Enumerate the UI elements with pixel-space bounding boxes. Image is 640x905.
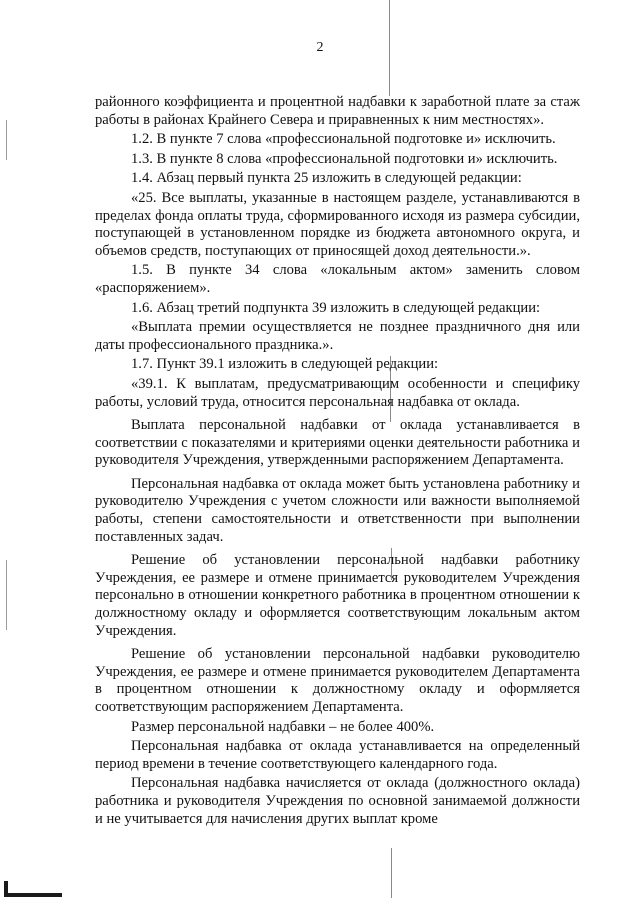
paragraph: 1.5. В пункте 34 слова «локальным актом» заменить словом «распоряжением».: [95, 262, 580, 296]
paragraph: «39.1. К выплатам, предусматривающим особенности и специфику работы, условий труда, относится персональная надбавка от оклада.: [95, 375, 580, 410]
paragraph: 1.3. В пункте 8 слова «профессиональной подготовки и» исключить.: [131, 150, 558, 167]
document-body: [95, 94, 580, 830]
paragraph: 1.7. Пункт 39.1 изложить в следующей редакции:: [131, 356, 439, 373]
paragraph: Персональная надбавка начисляется от оклада (должностного оклада) работника и руководителя Учреждения по основной занимаемой должности и не учитывается для начисления других выплат кроме: [95, 775, 580, 827]
page-number: 2: [316, 40, 324, 55]
paragraph: Решение об установлении персональной надбавки руководителю Учреждения, ее размере и отмене принимается руководителем Департамента в процентном отношении к должностному окладу и оформляется соответствующим распоряжением Департамента.: [95, 646, 580, 715]
scan-margin-mark: [6, 120, 7, 160]
paragraph: Размер персональной надбавки – не более 400%.: [131, 718, 435, 735]
paragraph: Выплата персональной надбавки от оклада устанавливается в соответствии с показателями и критериями оценки деятельности работника и руководителя Учреждения, утвержденными распоряжением Департамента.: [95, 417, 580, 469]
scan-margin-mark: [6, 560, 7, 630]
paragraph: Персональная надбавка от оклада устанавливается на определенный период времени в течение соответствующего календарного года.: [95, 738, 580, 772]
scan-corner-mark: [4, 889, 62, 897]
paragraph: Персональная надбавка от оклада может быть установлена работнику и руководителю Учреждения с учетом сложности или важности выполняемой работы, степени самостоятельности и ответственности при выполнении поставленных задач.: [95, 475, 580, 545]
paragraph: 1.2. В пункте 7 слова «профессиональной подготовке и» исключить.: [131, 131, 556, 148]
paragraph: 1.6. Абзац третий подпункта 39 изложить в следующей редакции:: [131, 299, 541, 316]
scan-fold-line-bottom: [391, 848, 392, 898]
paragraph: 1.4. Абзац первый пункта 25 изложить в следующей редакции:: [131, 170, 522, 187]
paragraph: Решение об установлении персональной надбавки работнику Учреждения, ее размере и отмене принимается руководителем Учреждения персонально в отношении конкретного работника в процентном отношении к должностному окладу и оформляется соответствующим локальным актом Учреждения.: [95, 552, 580, 639]
paragraph: «25. Все выплаты, указанные в настоящем разделе, устанавливаются в пределах фонда оплаты труда, сформированного исходя из размера субсидии, поступающей в установленном порядке из бюджета автономного округа, и объемов средств, поступающих от приносящей доход деятельности.».: [95, 189, 580, 259]
paragraph: районного коэффициента и процентной надбавки к заработной плате за стаж работы в районах Крайнего Севера и приравненных к ним местностях».: [95, 94, 580, 128]
paragraph: «Выплата премии осуществляется не позднее праздничного дня или даты профессионального праздника.».: [95, 319, 580, 353]
